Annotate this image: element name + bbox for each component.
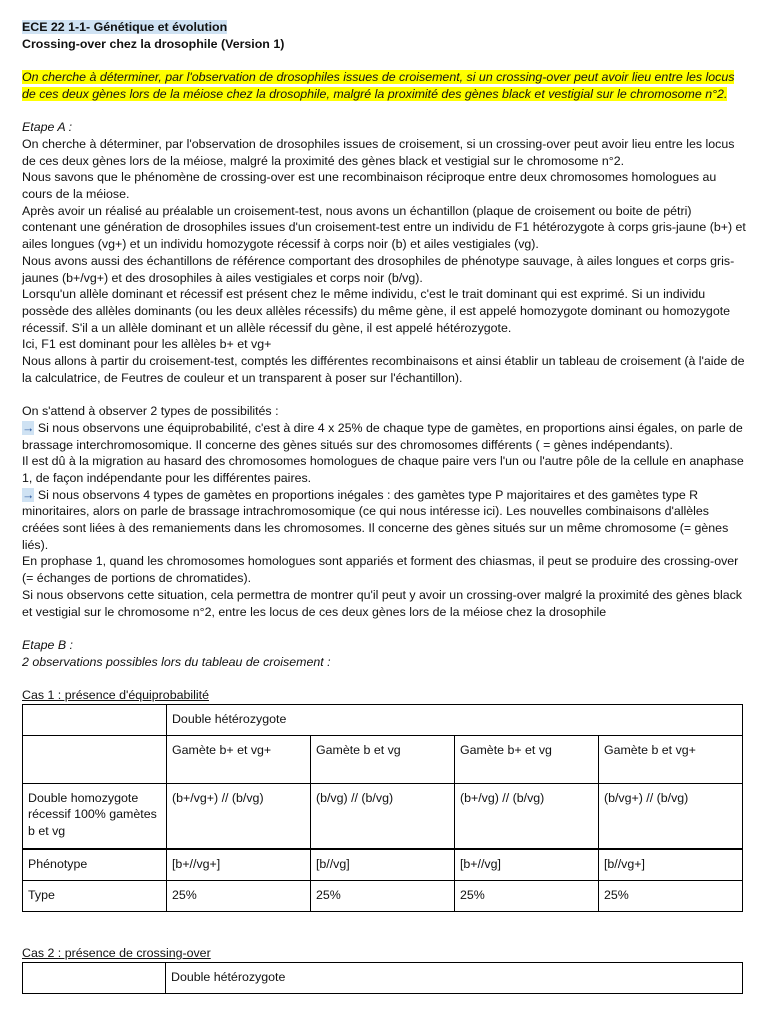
table-cell: (b/vg) // (b/vg)	[310, 783, 454, 849]
table-row	[23, 735, 743, 783]
etape-a-heading: Etape A :	[22, 120, 73, 135]
table-cell: [b+//vg+]	[166, 849, 310, 881]
table-cell	[23, 962, 166, 993]
table-row-label: Double homozygote récessif 100% gamètes b et vg	[23, 783, 167, 849]
doc-title: ECE 22 1-1- Génétique et évolution	[22, 20, 228, 34]
etape-a-paragraph: Ici, F1 est dominant pour les allèles b+ et vg+	[22, 337, 272, 352]
table-row	[23, 849, 743, 881]
etape-a-paragraph: Après avoir un réalisé au préalable un croisement-test, nous avons un échantillon (plaque de croisement ou boite de pétri) contenant une génération de drosophiles issues d'un croisement-test entre un individu de F1 hétérozygote à corps gris-jaune (b+) et ailes longues (vg+) et un individu homozygote récessif à corps noir (b) et ailes vestigiales (vg).	[22, 203, 746, 252]
etape-b-heading: Etape B :	[22, 637, 73, 652]
table-cell: 25%	[310, 880, 454, 911]
table-header-cell: Gamète b+ et vg+	[166, 735, 310, 783]
etape-b-subheading: 2 observations possibles lors du tableau de croisement :	[22, 654, 331, 669]
table-header-cell: Double hétérozygote	[166, 704, 742, 735]
table-cell: [b+//vg]	[454, 849, 598, 881]
table-row-label: Type	[23, 880, 167, 911]
cross-table-case2	[22, 962, 743, 994]
etape-a-paragraph: Nous allons à partir du croisement-test, comptés les différentes recombinaisons et ainsi établir un tableau de croisement (à l'aide de la calculatrice, de Feutres de couleur et un transparent à poser sur l'échantillon).	[22, 354, 745, 385]
table-cell: 25%	[598, 880, 742, 911]
table-row	[23, 783, 743, 849]
table-header-cell: Double hétérozygote	[166, 962, 743, 993]
case-one-text: → Si nous observons une équiprobabilité, c'est à dire 4 x 25% de chaque type de gamètes, en proportions ainsi égales, on parle de brassage interchromosomique. Il concerne des gènes situés sur des chromosomes différents ( = gènes indépendants).	[22, 420, 743, 452]
table-cell: (b+/vg) // (b/vg)	[454, 783, 598, 849]
etape-a-paragraph: Nous savons que le phénomène de crossing-over est une recombinaison réciproque entre deux chromosomes homologues au cours de la méiose.	[22, 170, 717, 201]
table-header-cell: Gamète b et vg+	[598, 735, 742, 783]
case-two-detail: En prophase 1, quand les chromosomes homologues sont appariés et forment des chiasmas, il peut se produire des crossing-over (= échanges de portions de chromatides).	[22, 554, 739, 586]
table-cell: (b/vg+) // (b/vg)	[598, 783, 742, 849]
table-cell: 25%	[166, 880, 310, 911]
cross-table-case1	[22, 704, 743, 912]
table-row	[23, 880, 743, 911]
table-row	[23, 962, 743, 993]
case-two-text: → Si nous observons 4 types de gamètes en proportions inégales : des gamètes type P majoritaires et des gamètes type R minoritaires, alors on parle de brassage intrachromosomique (ce qui nous intéresse ici). Les nouvelles combinaisons d'allèles créées sont liées à des remaniements dans les chromosomes. Il concerne des gènes situés sur un même chromosome (= gènes liés).	[22, 487, 729, 552]
table-cell: [b//vg]	[310, 849, 454, 881]
table-cell: 25%	[454, 880, 598, 911]
expectation-intro: On s'attend à observer 2 types de possibilités :	[22, 404, 279, 419]
doc-subtitle: Crossing-over chez la drosophile (Version 1)	[22, 36, 285, 51]
arrow-right-icon: →	[22, 420, 35, 435]
table1-caption: Cas 1 : présence d'équiprobabilité	[22, 688, 209, 703]
case-one-detail: Il est dû à la migration au hasard des chromosomes homologues de chaque paire vers l'un ou l'autre pôle de la cellule en anaphase 1, de façon indépendante pour les différentes paires.	[22, 454, 744, 485]
etape-a-paragraph: On cherche à déterminer, par l'observation de drosophiles issues de croisement, si un crossing-over peut avoir lieu entre les locus de ces deux gènes lors de la méiose, malgré la proximité des gènes black et vestigial sur le chromosome n°2.	[22, 136, 735, 168]
table-cell: [b//vg+]	[598, 849, 742, 881]
table-header-cell: Gamète b et vg	[310, 735, 454, 783]
conclusion-text: Si nous observons cette situation, cela permettra de montrer qu'il peut y avoir un crossing-over malgré la proximité des gènes black et vestigial sur le chromosome n°2, entre les locus de ces deux gènes lors de la méiose chez la drosophile	[22, 587, 743, 619]
table-row-label: Phénotype	[23, 849, 167, 881]
table-row	[23, 704, 743, 735]
table-cell: (b+/vg+) // (b/vg)	[166, 783, 310, 849]
objective-statement: On cherche à déterminer, par l'observation de drosophiles issues de croisement, si un crossing-over peut avoir lieu entre les locus de ces deux gènes lors de la méiose chez la drosophile, malgré la proximité des gènes black et vestigial sur le chromosome n°2.	[22, 70, 735, 101]
etape-a-paragraph: Nous avons aussi des échantillons de référence comportant des drosophiles de phénotype sauvage, à ailes longues et corps gris-jaunes (b+/vg+) et des drosophiles à ailes vestigiales et corps noir (b/vg).	[22, 253, 735, 285]
table-cell	[23, 735, 167, 783]
table2-caption: Cas 2 : présence de crossing-over	[22, 946, 211, 961]
table-cell	[23, 704, 167, 735]
etape-a-paragraph: Lorsqu'un allèle dominant et récessif est présent chez le même individu, c'est le trait dominant qui est exprimé. Si un individu possède des allèles dominants (ou les deux allèles récessifs) du même gène, il est appelé homozygote dominant ou homozygote récessif. S'il a un allèle dominant et un allèle récessif du gène, il est appelé hétérozygote.	[22, 287, 731, 335]
table-header-cell: Gamète b+ et vg	[454, 735, 598, 783]
arrow-right-icon: →	[22, 487, 35, 502]
